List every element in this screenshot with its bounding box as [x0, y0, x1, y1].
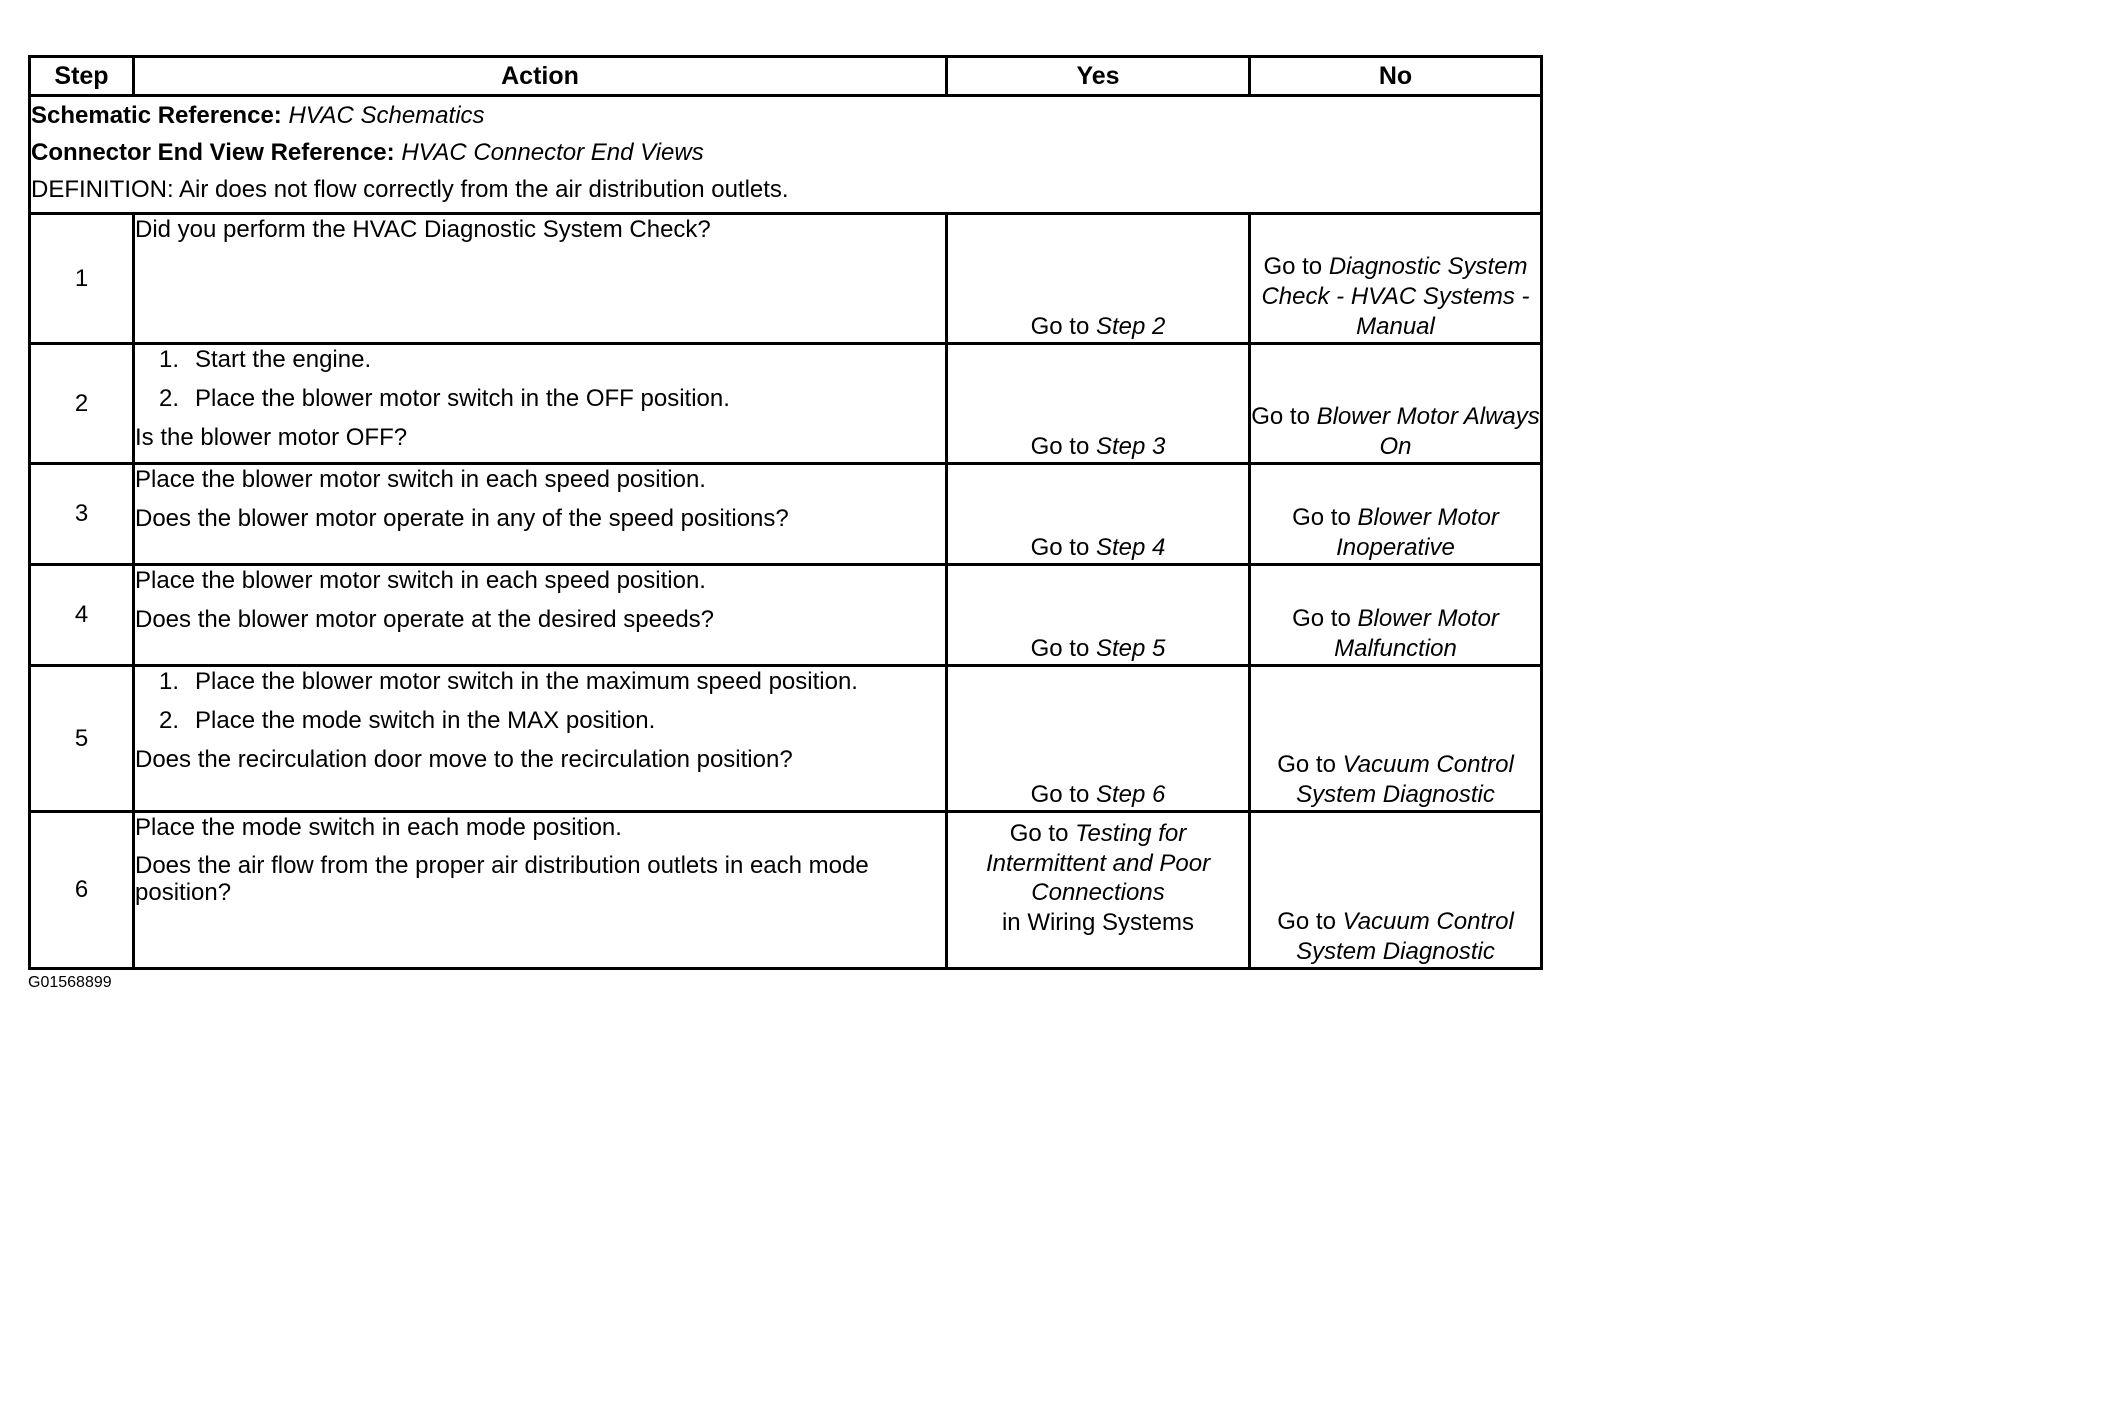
action-cell	[134, 812, 947, 969]
no-cell	[1250, 344, 1542, 464]
action-text: Place the mode switch in each mode position.	[135, 814, 622, 841]
yes-cell	[947, 344, 1250, 464]
step-number: 2	[30, 344, 134, 464]
yes-cell	[947, 214, 1250, 344]
figure-id: G01568899	[28, 974, 112, 991]
connector-reference	[31, 134, 1540, 171]
no-cell	[1250, 812, 1542, 969]
header-row	[30, 57, 1542, 96]
instruction-text: Place the blower motor switch in the maximum speed position.	[195, 668, 858, 695]
no-link[interactable]: Blower Motor Always On	[1316, 403, 1540, 460]
instruction-number: 1.	[159, 346, 180, 373]
yes-link[interactable]: Step 2	[1095, 313, 1166, 340]
header-action: Action	[134, 57, 947, 96]
no-prefix: Go to	[1277, 908, 1336, 935]
instruction-item	[135, 384, 945, 414]
definition-text: DEFINITION: Air does not flow correctly from the air distribution outlets.	[31, 176, 789, 203]
action-text: Place the blower motor switch in each speed position.	[135, 567, 706, 594]
no-prefix: Go to	[1263, 253, 1323, 280]
table-row	[30, 464, 1542, 565]
action-text: Place the blower motor switch in each speed position.	[135, 466, 706, 493]
no-prefix: Go to	[1277, 751, 1336, 778]
yes-cell	[947, 812, 1250, 969]
action-question: Does the blower motor operate at the desired speeds?	[135, 606, 715, 633]
instruction-number: 2.	[159, 385, 180, 412]
action-cell	[134, 344, 947, 464]
yes-link[interactable]: Step 5	[1095, 635, 1166, 662]
yes-cell	[947, 565, 1250, 666]
no-link[interactable]: Diagnostic System Check - HVAC Systems - Manual	[1261, 253, 1530, 340]
step-number: 6	[30, 812, 134, 969]
yes-link[interactable]: Testing for Intermittent and Poor Connections	[985, 820, 1211, 906]
yes-suffix: in Wiring Systems	[1001, 908, 1195, 936]
instruction-item	[135, 706, 945, 736]
no-prefix: Go to	[1292, 605, 1351, 632]
yes-prefix: Go to	[1030, 433, 1090, 460]
no-prefix: Go to	[1251, 403, 1310, 430]
instruction-text: Start the engine.	[195, 346, 372, 373]
step-number: 1	[30, 214, 134, 344]
connector-reference-label: Connector End View Reference:	[31, 139, 395, 166]
schematic-reference-label: Schematic Reference:	[31, 102, 282, 129]
instruction-item	[135, 345, 945, 375]
instruction-text: Place the blower motor switch in the OFF position.	[195, 385, 730, 412]
yes-cell	[947, 464, 1250, 565]
yes-prefix: Go to	[1030, 534, 1090, 561]
no-prefix: Go to	[1292, 504, 1351, 531]
step-number: 4	[30, 565, 134, 666]
yes-prefix: Go to	[1030, 635, 1090, 662]
instruction-number: 2.	[159, 707, 180, 734]
table-row	[30, 344, 1542, 464]
no-link[interactable]: Blower Motor Malfunction	[1334, 605, 1499, 662]
connector-reference-link[interactable]: HVAC Connector End Views	[401, 139, 704, 166]
no-link[interactable]: Vacuum Control System Diagnostic	[1296, 751, 1514, 808]
step-number: 5	[30, 666, 134, 812]
action-question: Is the blower motor OFF?	[135, 424, 408, 451]
yes-link[interactable]: Step 3	[1095, 433, 1166, 460]
instruction-number: 1.	[159, 668, 180, 695]
schematic-reference	[31, 97, 1540, 134]
action-question: Does the air flow from the proper air distribution outlets in each mode position?	[135, 852, 869, 906]
table-row	[30, 214, 1542, 344]
action-cell	[134, 214, 947, 344]
action-cell	[134, 464, 947, 565]
header-no: No	[1250, 57, 1542, 96]
diagnostic-table	[28, 55, 1543, 970]
no-link[interactable]: Blower Motor Inoperative	[1336, 504, 1499, 561]
schematic-reference-link[interactable]: HVAC Schematics	[288, 102, 485, 129]
yes-link[interactable]: Step 4	[1095, 534, 1166, 561]
yes-link[interactable]: Step 6	[1095, 781, 1166, 808]
no-cell	[1250, 565, 1542, 666]
header-step: Step	[30, 57, 134, 96]
yes-prefix: Go to	[1030, 781, 1090, 808]
action-question: Does the blower motor operate in any of the speed positions?	[135, 505, 789, 532]
yes-prefix: Go to	[1009, 820, 1069, 847]
yes-cell	[947, 666, 1250, 812]
action-question: Did you perform the HVAC Diagnostic System Check?	[135, 216, 711, 243]
reference-cell	[30, 96, 1542, 214]
no-cell	[1250, 464, 1542, 565]
yes-prefix: Go to	[1030, 313, 1090, 340]
no-cell	[1250, 666, 1542, 812]
no-link[interactable]: Vacuum Control System Diagnostic	[1296, 908, 1514, 965]
header-yes: Yes	[947, 57, 1250, 96]
step-number: 3	[30, 464, 134, 565]
instruction-item	[135, 667, 945, 697]
action-question: Does the recirculation door move to the recirculation position?	[135, 746, 793, 773]
reference-row	[30, 96, 1542, 214]
table-row	[30, 565, 1542, 666]
table-row	[30, 666, 1542, 812]
no-cell	[1250, 214, 1542, 344]
table-row	[30, 812, 1542, 969]
action-cell	[134, 565, 947, 666]
action-cell	[134, 666, 947, 812]
instruction-text: Place the mode switch in the MAX position.	[195, 707, 656, 734]
